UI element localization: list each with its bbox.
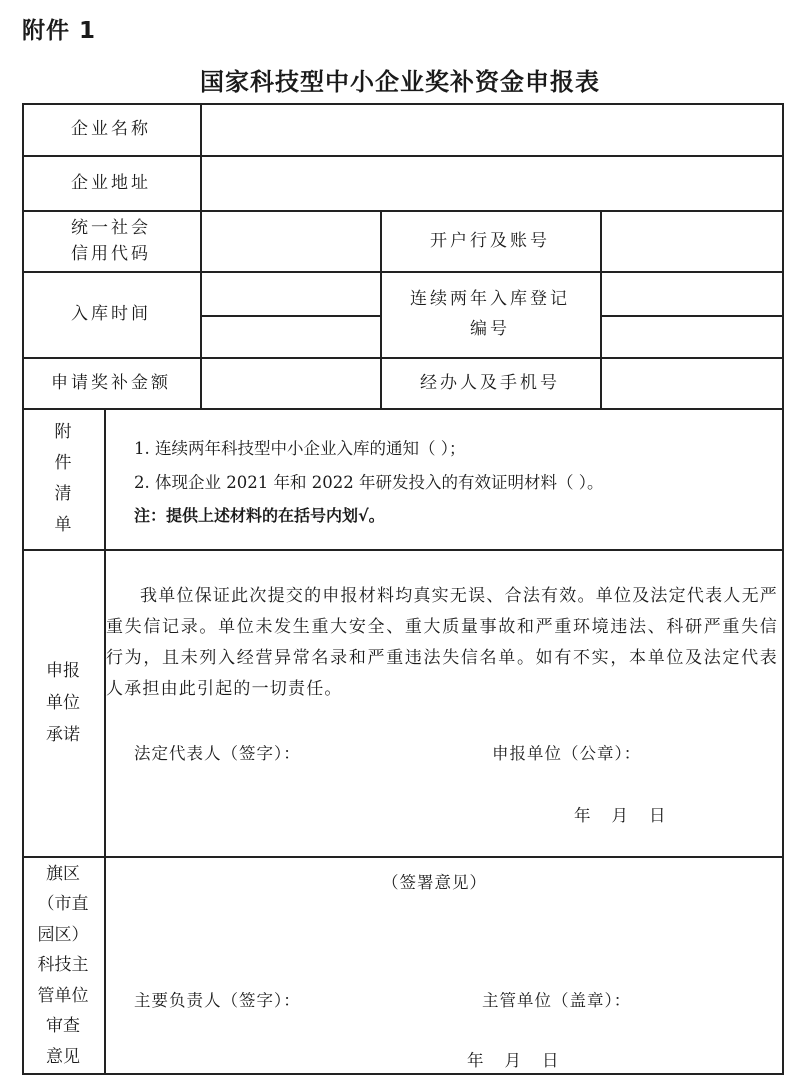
label-company-name: 企业名称 bbox=[71, 119, 151, 139]
label-char: 件 bbox=[54, 452, 72, 473]
label-review-opinion bbox=[22, 858, 104, 1073]
label-subsidy-amount: 申请奖补金额 bbox=[51, 372, 171, 393]
label-credit-code-line1: 统一社会 bbox=[71, 217, 151, 238]
label-company-address: 企业地址 bbox=[71, 172, 151, 193]
leader-signature-label: 主要负责人（签字）： bbox=[134, 991, 301, 1010]
label-line: 管单位 bbox=[37, 985, 89, 1006]
commitment-date: 年 月 日 bbox=[574, 806, 666, 825]
attachment-item-1: 1. 连续两年科技型中小企业入库的通知（ ）； bbox=[134, 439, 466, 458]
review-opinion-hint: （签署意见） bbox=[382, 873, 487, 892]
label-contact: 经办人及手机号 bbox=[420, 372, 560, 393]
contact-field[interactable] bbox=[602, 359, 782, 408]
review-date: 年 月 日 bbox=[467, 1051, 559, 1070]
department-seal-label: 主管单位（盖章）： bbox=[482, 991, 632, 1010]
label-line: 承诺 bbox=[46, 724, 80, 745]
label-commitment bbox=[22, 549, 104, 856]
label-line: 申报 bbox=[46, 660, 80, 681]
registration-number-field-2[interactable] bbox=[602, 317, 782, 357]
listing-time-field-1[interactable] bbox=[202, 273, 380, 315]
attachment-item-2: 2. 体现企业 2021 年和 2022 年研发投入的有效证明材料（ ）。 bbox=[134, 473, 604, 492]
credit-code-field[interactable] bbox=[202, 212, 380, 271]
registration-number-field-1[interactable] bbox=[602, 273, 782, 315]
company-address-field[interactable] bbox=[202, 157, 782, 210]
legal-representative-signature-label: 法定代表人（签字）： bbox=[134, 744, 301, 763]
label-line: 园区） bbox=[37, 924, 89, 945]
attachment-note: 注：提供上述材料的在括号内划√。 bbox=[134, 506, 385, 525]
row-divider bbox=[22, 408, 784, 410]
applicant-seal-label: 申报单位（公章）： bbox=[492, 744, 642, 763]
label-char: 单 bbox=[54, 514, 72, 535]
listing-time-field-2[interactable] bbox=[202, 317, 380, 357]
label-listing-time: 入库时间 bbox=[71, 304, 151, 324]
bank-account-field[interactable] bbox=[602, 212, 782, 271]
company-name-field[interactable] bbox=[202, 105, 782, 155]
label-char: 附 bbox=[54, 421, 72, 442]
table-border-right bbox=[782, 103, 784, 1075]
attachment-label: 附件 1 bbox=[22, 18, 97, 44]
label-line: （市直 bbox=[37, 894, 89, 915]
commitment-text: 我单位保证此次提交的申报材料均真实无误、合法有效。单位及法定代表人无严重失信记录。单位未发生重大安全、重大质量事故和严重环境违法、科研严重失信行为，且未列入经营异常名录和严重违法失信名单。如有不实，本单位及法定代表人承担由此引起的一切责任。 bbox=[106, 586, 778, 699]
label-char: 清 bbox=[54, 483, 72, 504]
label-line: 科技主 bbox=[37, 955, 89, 976]
label-registration-number bbox=[380, 271, 600, 357]
label-line: 审查 bbox=[46, 1016, 80, 1037]
label-registration-number-line2: 编号 bbox=[470, 319, 510, 339]
label-line: 旗区 bbox=[46, 863, 80, 884]
label-attachment-list bbox=[22, 408, 104, 549]
application-form-table bbox=[22, 103, 784, 1075]
label-credit-code bbox=[22, 210, 200, 271]
label-line: 单位 bbox=[46, 692, 80, 713]
row-divider bbox=[22, 856, 784, 858]
label-credit-code-line2: 信用代码 bbox=[71, 243, 151, 264]
legal-representative-signature-field[interactable] bbox=[322, 733, 482, 765]
label-registration-number-line1: 连续两年入库登记 bbox=[410, 289, 570, 309]
review-opinion-field[interactable] bbox=[106, 898, 782, 978]
subsidy-amount-field[interactable] bbox=[202, 359, 380, 408]
label-line: 意见 bbox=[46, 1046, 80, 1067]
table-border-bottom bbox=[22, 1073, 784, 1075]
row-divider bbox=[22, 549, 784, 551]
label-bank-account: 开户行及账号 bbox=[430, 230, 550, 251]
form-title: 国家科技型中小企业奖补资金申报表 bbox=[200, 68, 600, 96]
